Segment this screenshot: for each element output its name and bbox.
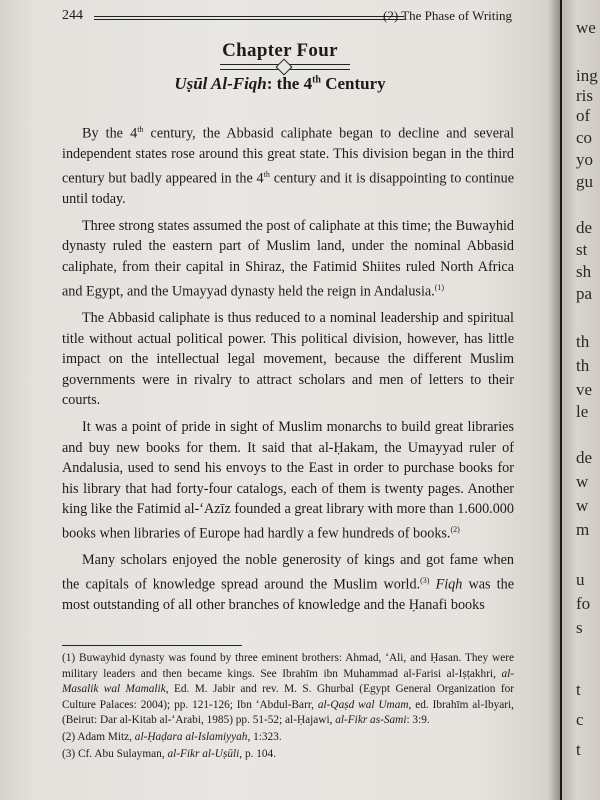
fn1-text-c: , ed. Ibrahīm al-Ibyari, (Beirut: Dar al-Kitab al-‘Arabi, 1985) pp. 51-52; al-Ḥajawi, [62, 698, 515, 727]
next-page-fragment: co [576, 128, 593, 147]
section-title [0, 74, 560, 94]
next-page-fragment: st [576, 240, 588, 259]
page-number: 244 [62, 8, 83, 23]
next-page-fragment: m [576, 520, 590, 539]
next-page-fragment: fo [576, 594, 591, 613]
next-page-fragment: ve [576, 380, 593, 399]
paragraph-1 [62, 120, 514, 210]
paragraph-2 [62, 216, 514, 302]
next-page-fragment: th [576, 356, 590, 375]
footnote-1 [62, 651, 514, 729]
gutter-shadow [548, 0, 562, 800]
p1-text-c: century and it is disappointing to continue until today. [62, 170, 514, 208]
next-page-fragment: le [576, 402, 589, 421]
footnote-ref-1: (1) [434, 282, 445, 292]
p2-text: Three strong states assumed the post of caliphate at this time; the Buwayhid dynasty ruled the eastern part of Muslim land, under the nominal Abbasid caliphate, from their capital in Shiraz, the Fatimid Shiites ruled North Africa and Egypt, and the Umayyad dynasty held the reign in Andalusia. [62, 217, 514, 300]
next-page-fragment: de [576, 448, 593, 467]
chapter-ornament-rule [220, 64, 350, 70]
next-page-fragment: u [576, 570, 585, 589]
section-title-italic: Uṣūl Al-Fiqh [174, 74, 267, 93]
p1-sup-2: th [263, 169, 270, 179]
next-page-fragment: we [576, 18, 596, 37]
next-page-fragment: ing [576, 66, 598, 85]
fn1-text-b: , Ed. M. Jabir and rev. M. S. Ghurbal (Egypt General Organization for Culture Palaces: 2004); pp. 121-126; Ibn ‘Abdul-Barr, [62, 683, 514, 711]
p1-text-a: By the 4 [82, 125, 138, 142]
header-rule [94, 16, 404, 17]
p4-text: It was a point of pride in sight of Muslim monarchs to build great libraries and buy new books for them. It said that al-Ḥakam, the Umayyad ruler of Andalusia, used to send his envoys to the East in order to purchase books for his library that had forty-four catalogs, each of them is twenty pages. Another king like the Fatimid al-‘Azīz founded a great library with more than 1.600.000 books when libraries of Europe had hardly a few hundreds of books. [62, 418, 514, 542]
fn3-italic-1: al-Fikr al-Uṣūli [167, 747, 240, 760]
footnote-rule [62, 645, 242, 646]
next-page-fragment: c [576, 710, 584, 729]
paragraph-4 [62, 417, 514, 544]
running-head [62, 8, 512, 28]
p5-text-b: was the most outstanding of all other branches of knowledge and the Ḥanafi books [62, 576, 514, 614]
paragraph-5 [62, 550, 514, 616]
fn1-text-d: : 3:9. [406, 714, 430, 727]
next-page-fragment: w [576, 496, 589, 515]
footnotes [62, 651, 514, 763]
p1-sup-1: th [137, 125, 144, 134]
p1-text-b: century, the Abbasid caliphate began to decline and several independent states rose around this great state. This division began in the third century but badly appeared in the 4 [62, 125, 515, 187]
next-page-fragment: pa [576, 284, 593, 303]
paragraph-3 [62, 308, 514, 411]
next-page-fragment: sh [576, 262, 592, 281]
fn2-text-a: (2) Adam Mitz, [62, 730, 135, 743]
footnote-3 [62, 747, 514, 763]
running-title: (2) The Phase of Writing [383, 8, 512, 23]
fn2-italic-1: al-Ḥaḍara al-Islamiyyah [134, 730, 248, 743]
section-title-end: Century [320, 74, 386, 93]
next-page-fragment: of [576, 106, 591, 125]
p3-text: The Abbasid caliphate is thus reduced to a nominal leadership and spiritual title without actual political power. This political division, however, has little impact on the intellectual legal movement, because the different Muslim governments were in rivalry to attract scholars and men of letters to their courts. [62, 309, 514, 409]
fn1-italic-2: al-Qaṣd wal Umam [317, 698, 409, 711]
next-page-fragment: t [576, 680, 581, 699]
footnote-ref-2: (2) [450, 524, 460, 534]
fn2-text-b: , 1:323. [247, 730, 282, 743]
header-rule [94, 19, 404, 20]
fn3-text-b: , p. 104. [239, 747, 277, 760]
fn3-text-a: (3) Cf. Abu Sulayman, [62, 747, 168, 760]
chapter-title: Chapter Four [222, 40, 338, 61]
next-page-edge [562, 0, 600, 800]
next-page-fragment: t [576, 740, 581, 759]
section-title-sup: th [312, 74, 321, 86]
body-text [62, 120, 514, 622]
footnote-2 [62, 730, 514, 746]
next-page-fragment: yo [576, 150, 593, 169]
footnote-ref-3: (3) [420, 575, 430, 585]
next-page-fragment: th [576, 332, 590, 351]
p5-fiqh: Fiqh [435, 576, 463, 593]
next-page-fragment: s [576, 618, 583, 637]
fn1-text-a: (1) Buwayhid dynasty was found by three eminent brothers: Ahmad, ‘Ali, and Ḥasan. They were military leaders and then became kings. See Ibrahīm ibn Muhammad al-Farisi al-Iṣṭakhri, [62, 652, 514, 680]
next-page-fragment: de [576, 218, 593, 237]
fn1-italic-3: al-Fikr as-Sami [335, 714, 407, 727]
next-page-fragment: ris [576, 86, 593, 105]
next-page-fragment: w [576, 472, 589, 491]
next-page-fragment: gu [576, 172, 593, 191]
p5-text-a: Many scholars enjoyed the noble generosity of kings and got fame when the capitals of knowledge spread around the Muslim world. [62, 552, 514, 593]
fn1-italic-1: al-Masalik wal Mamalik [62, 667, 514, 696]
section-title-text: : the 4 [266, 74, 313, 93]
